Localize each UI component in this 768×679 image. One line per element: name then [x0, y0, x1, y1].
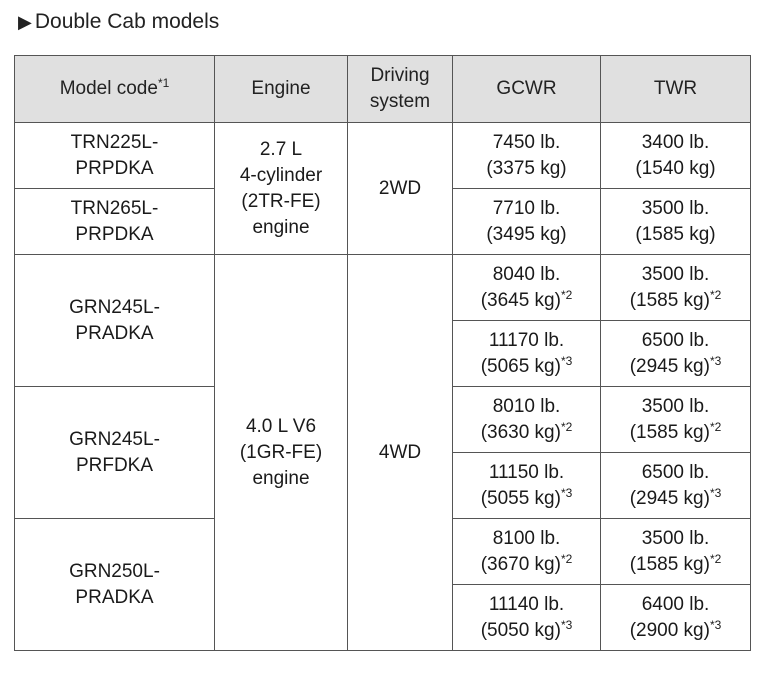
twr-cell: 6500 lb. (2945 kg)$^{*3}$ — [601, 453, 751, 519]
driving-system-cell-2wd: 2WD — [348, 123, 453, 255]
towing-capacity-table — [14, 55, 751, 651]
table-row — [15, 123, 751, 189]
section-heading-text: Double Cab models — [34, 10, 220, 33]
twr-cell: 3400 lb. (1540 kg) — [601, 123, 751, 189]
gcwr-cell: 8100 lb. (3670 kg)$^{*2}$ — [453, 519, 601, 585]
header-engine: Engine — [215, 56, 348, 123]
engine-cell-1gr: 4.0 L V6 (1GR-FE) engine — [215, 255, 348, 651]
header-driving-system: Driving system — [348, 56, 453, 123]
header-twr: TWR — [601, 56, 751, 123]
table-row — [15, 255, 751, 321]
model-code-cell: TRN225L- PRPDKA — [15, 123, 215, 189]
twr-cell: 6400 lb. (2900 kg)$^{*3}$ — [601, 585, 751, 651]
table-header-row — [15, 56, 751, 123]
model-code-cell: GRN245L- PRFDKA — [15, 387, 215, 519]
twr-cell: 6500 lb. (2945 kg)$^{*3}$ — [601, 321, 751, 387]
model-code-cell: TRN265L- PRPDKA — [15, 189, 215, 255]
twr-cell: 3500 lb. (1585 kg)$^{*2}$ — [601, 387, 751, 453]
header-gcwr: GCWR — [453, 56, 601, 123]
gcwr-cell: 11170 lb. (5065 kg)$^{*3}$ — [453, 321, 601, 387]
twr-cell: 3500 lb. (1585 kg) — [601, 189, 751, 255]
engine-cell-2tr: 2.7 L 4-cylinder (2TR-FE) engine — [215, 123, 348, 255]
triangle-marker-icon: ▶ — [18, 12, 32, 32]
gcwr-cell: 8040 lb. (3645 kg)$^{*2}$ — [453, 255, 601, 321]
gcwr-cell: 11150 lb. (5055 kg)$^{*3}$ — [453, 453, 601, 519]
model-code-cell: GRN250L- PRADKA — [15, 519, 215, 651]
twr-cell: 3500 lb. (1585 kg)$^{*2}$ — [601, 255, 751, 321]
section-heading — [18, 8, 219, 36]
model-code-cell: GRN245L- PRADKA — [15, 255, 215, 387]
header-model-code: Model code$^{*1}$ — [15, 56, 215, 123]
gcwr-cell: 7450 lb. (3375 kg) — [453, 123, 601, 189]
gcwr-cell: 11140 lb. (5050 kg)$^{*3}$ — [453, 585, 601, 651]
gcwr-cell: 7710 lb. (3495 kg) — [453, 189, 601, 255]
driving-system-cell-4wd: 4WD — [348, 255, 453, 651]
gcwr-cell: 8010 lb. (3630 kg)$^{*2}$ — [453, 387, 601, 453]
twr-cell: 3500 lb. (1585 kg)$^{*2}$ — [601, 519, 751, 585]
